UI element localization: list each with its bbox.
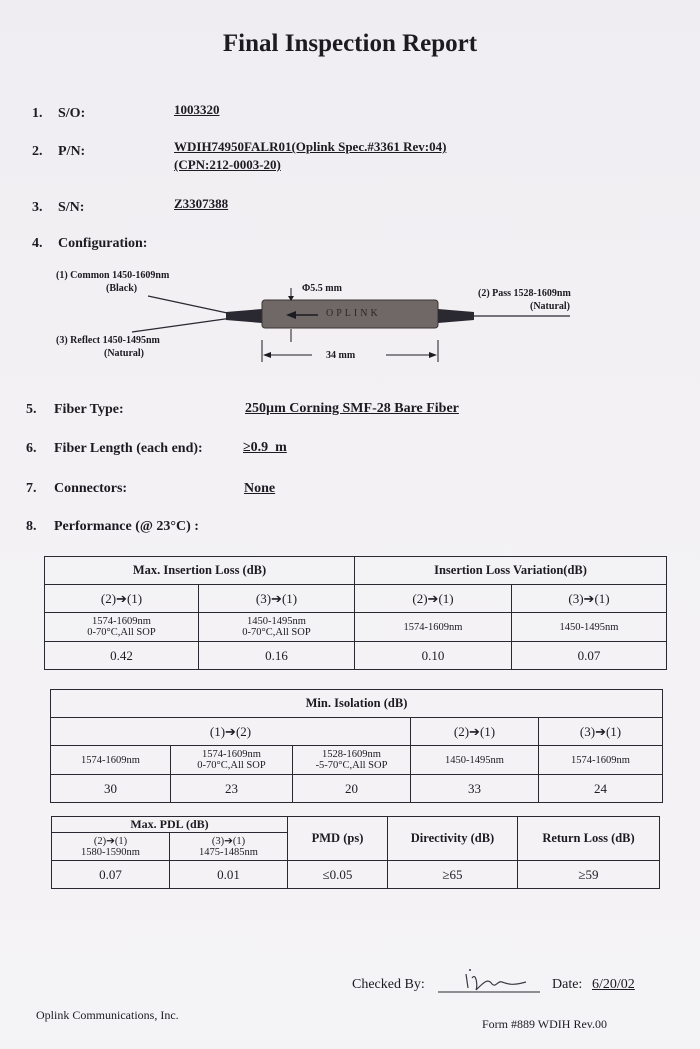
boot-right (438, 309, 474, 323)
sn-value: Z3307388 (174, 196, 229, 211)
return-loss-header: Return Loss (dB) (518, 817, 660, 861)
report-title: Final Inspection Report (222, 30, 478, 57)
value-cell: 0.07 (512, 642, 667, 670)
path-cell: (3)➔(1) (539, 718, 663, 746)
fiber-port-1 (148, 296, 232, 314)
item-number: 8. (26, 519, 37, 534)
isolation-table (50, 689, 663, 803)
condition-line: 1450-1495nm (559, 621, 619, 633)
path-cell: (3)➔(1) (512, 585, 667, 613)
port1-label: (1) Common 1450-1609nm (56, 270, 170, 281)
condition-line: 0-70°C,All SOP (197, 760, 266, 771)
item-number: 5. (26, 402, 37, 417)
form-number: Form #889 WDIH Rev.00 (482, 1017, 607, 1031)
condition-line: 1574-1609nm (202, 749, 261, 760)
max-pdl-header: Max. PDL (dB) (52, 817, 288, 833)
pmd-header: PMD (ps) (288, 817, 388, 861)
configuration-label: Configuration: (58, 236, 148, 251)
device-brand: OPLINK (326, 308, 381, 319)
condition-line: -5-70°C,All SOP (315, 760, 388, 771)
connectors-label: Connectors: (54, 481, 128, 496)
min-isolation-header: Min. Isolation (dB) (51, 690, 663, 718)
insertion-loss-variation-header: Insertion Loss Variation(dB) (355, 557, 667, 585)
diameter-label: Φ5.5 mm (302, 283, 342, 294)
condition-cell (355, 613, 512, 642)
condition-cell (199, 613, 355, 642)
condition-cell (411, 746, 539, 775)
port2-color: (Natural) (530, 301, 570, 312)
so-label: S/O: (58, 106, 86, 121)
condition-line: 1574-1609nm (81, 754, 140, 766)
condition-line: 1450-1495nm (445, 754, 504, 766)
boot-left (226, 309, 262, 323)
max-insertion-loss-header: Max. Insertion Loss (dB) (45, 557, 355, 585)
condition-line: 0-70°C,All SOP (242, 627, 311, 638)
dim-arrow-right-icon (429, 352, 437, 358)
port2-label: (2) Pass 1528-1609nm (478, 288, 571, 299)
dim-arrow-left-icon (263, 352, 271, 358)
performance-label: Performance (@ 23°C) : (54, 519, 199, 534)
condition-cell (45, 613, 199, 642)
path-cell: (3)➔(1) (199, 585, 355, 613)
item-number: 7. (26, 481, 37, 496)
condition-cell (293, 746, 411, 775)
value-cell: ≤0.05 (288, 861, 388, 889)
condition-line: 1450-1495nm (247, 616, 306, 627)
fiber-type-value: 250µm Corning SMF-28 Bare Fiber (245, 401, 459, 416)
checked-by-label: Checked By: (352, 977, 425, 992)
date-value: 6/20/02 (592, 977, 635, 992)
connectors-value: None (244, 481, 276, 496)
item-number: 6. (26, 441, 37, 456)
condition-line: 0-70°C,All SOP (87, 627, 156, 638)
condition-line: 1528-1609nm (322, 749, 381, 760)
item-number: 4. (32, 236, 43, 251)
item-number: 2. (32, 144, 43, 159)
port3-label: (3) Reflect 1450-1495nm (56, 335, 160, 346)
path-cell: (2)➔(1) (411, 718, 539, 746)
insertion-loss-table (44, 556, 667, 670)
value-cell: 30 (51, 775, 171, 803)
fiber-port-3 (132, 318, 232, 332)
value-cell: 0.07 (52, 861, 170, 889)
condition-cell (51, 746, 171, 775)
cpn-value: (CPN:212-0003-20) (174, 157, 281, 172)
so-value: 1003320 (174, 102, 220, 117)
path-cell: (2)➔(1) (45, 585, 199, 613)
value-cell: ≥59 (518, 861, 660, 889)
signature-icon (436, 964, 546, 996)
fiber-length-label: Fiber Length (each end): (54, 441, 203, 456)
pdl-table (51, 816, 660, 889)
pdl-path-cell (170, 833, 288, 861)
value-cell: 0.01 (170, 861, 288, 889)
condition-line: 1574-1609nm (571, 754, 630, 766)
value-cell: 23 (171, 775, 293, 803)
pn-value: WDIH74950FALR01(Oplink Spec.#3361 Rev:04) (174, 139, 447, 154)
sn-label: S/N: (58, 200, 85, 215)
condition-line: 1574-1609nm (403, 621, 463, 633)
condition-line: 1574-1609nm (92, 616, 151, 627)
condition-cell (171, 746, 293, 775)
directivity-header: Directivity (dB) (388, 817, 518, 861)
fiber-type-label: Fiber Type: (54, 402, 124, 417)
fiber-length-value: ≥0.9 m (243, 440, 287, 455)
company-name: Oplink Communications, Inc. (36, 1008, 179, 1022)
condition-cell (512, 613, 667, 642)
item-number: 1. (32, 106, 43, 121)
condition-cell (539, 746, 663, 775)
value-cell: 20 (293, 775, 411, 803)
item-number: 3. (32, 200, 43, 215)
value-cell: 24 (539, 775, 663, 803)
date-label: Date: (552, 977, 583, 992)
path-cell: (1)➔(2) (51, 718, 411, 746)
condition-line: 1580-1590nm (81, 846, 140, 858)
value-cell: ≥65 (388, 861, 518, 889)
path-line: (3)➔(1) (211, 835, 246, 847)
length-label: 34 mm (326, 350, 356, 361)
value-cell: 0.16 (199, 642, 355, 670)
port3-color: (Natural) (104, 348, 144, 359)
value-cell: 33 (411, 775, 539, 803)
path-line: (2)➔(1) (93, 835, 128, 847)
condition-line: 1475-1485nm (199, 846, 258, 858)
path-cell: (2)➔(1) (355, 585, 512, 613)
value-cell: 0.42 (45, 642, 199, 670)
configuration-diagram (0, 0, 700, 380)
port1-color: (Black) (106, 283, 138, 294)
pn-label: P/N: (58, 144, 86, 159)
pdl-path-cell (52, 833, 170, 861)
value-cell: 0.10 (355, 642, 512, 670)
